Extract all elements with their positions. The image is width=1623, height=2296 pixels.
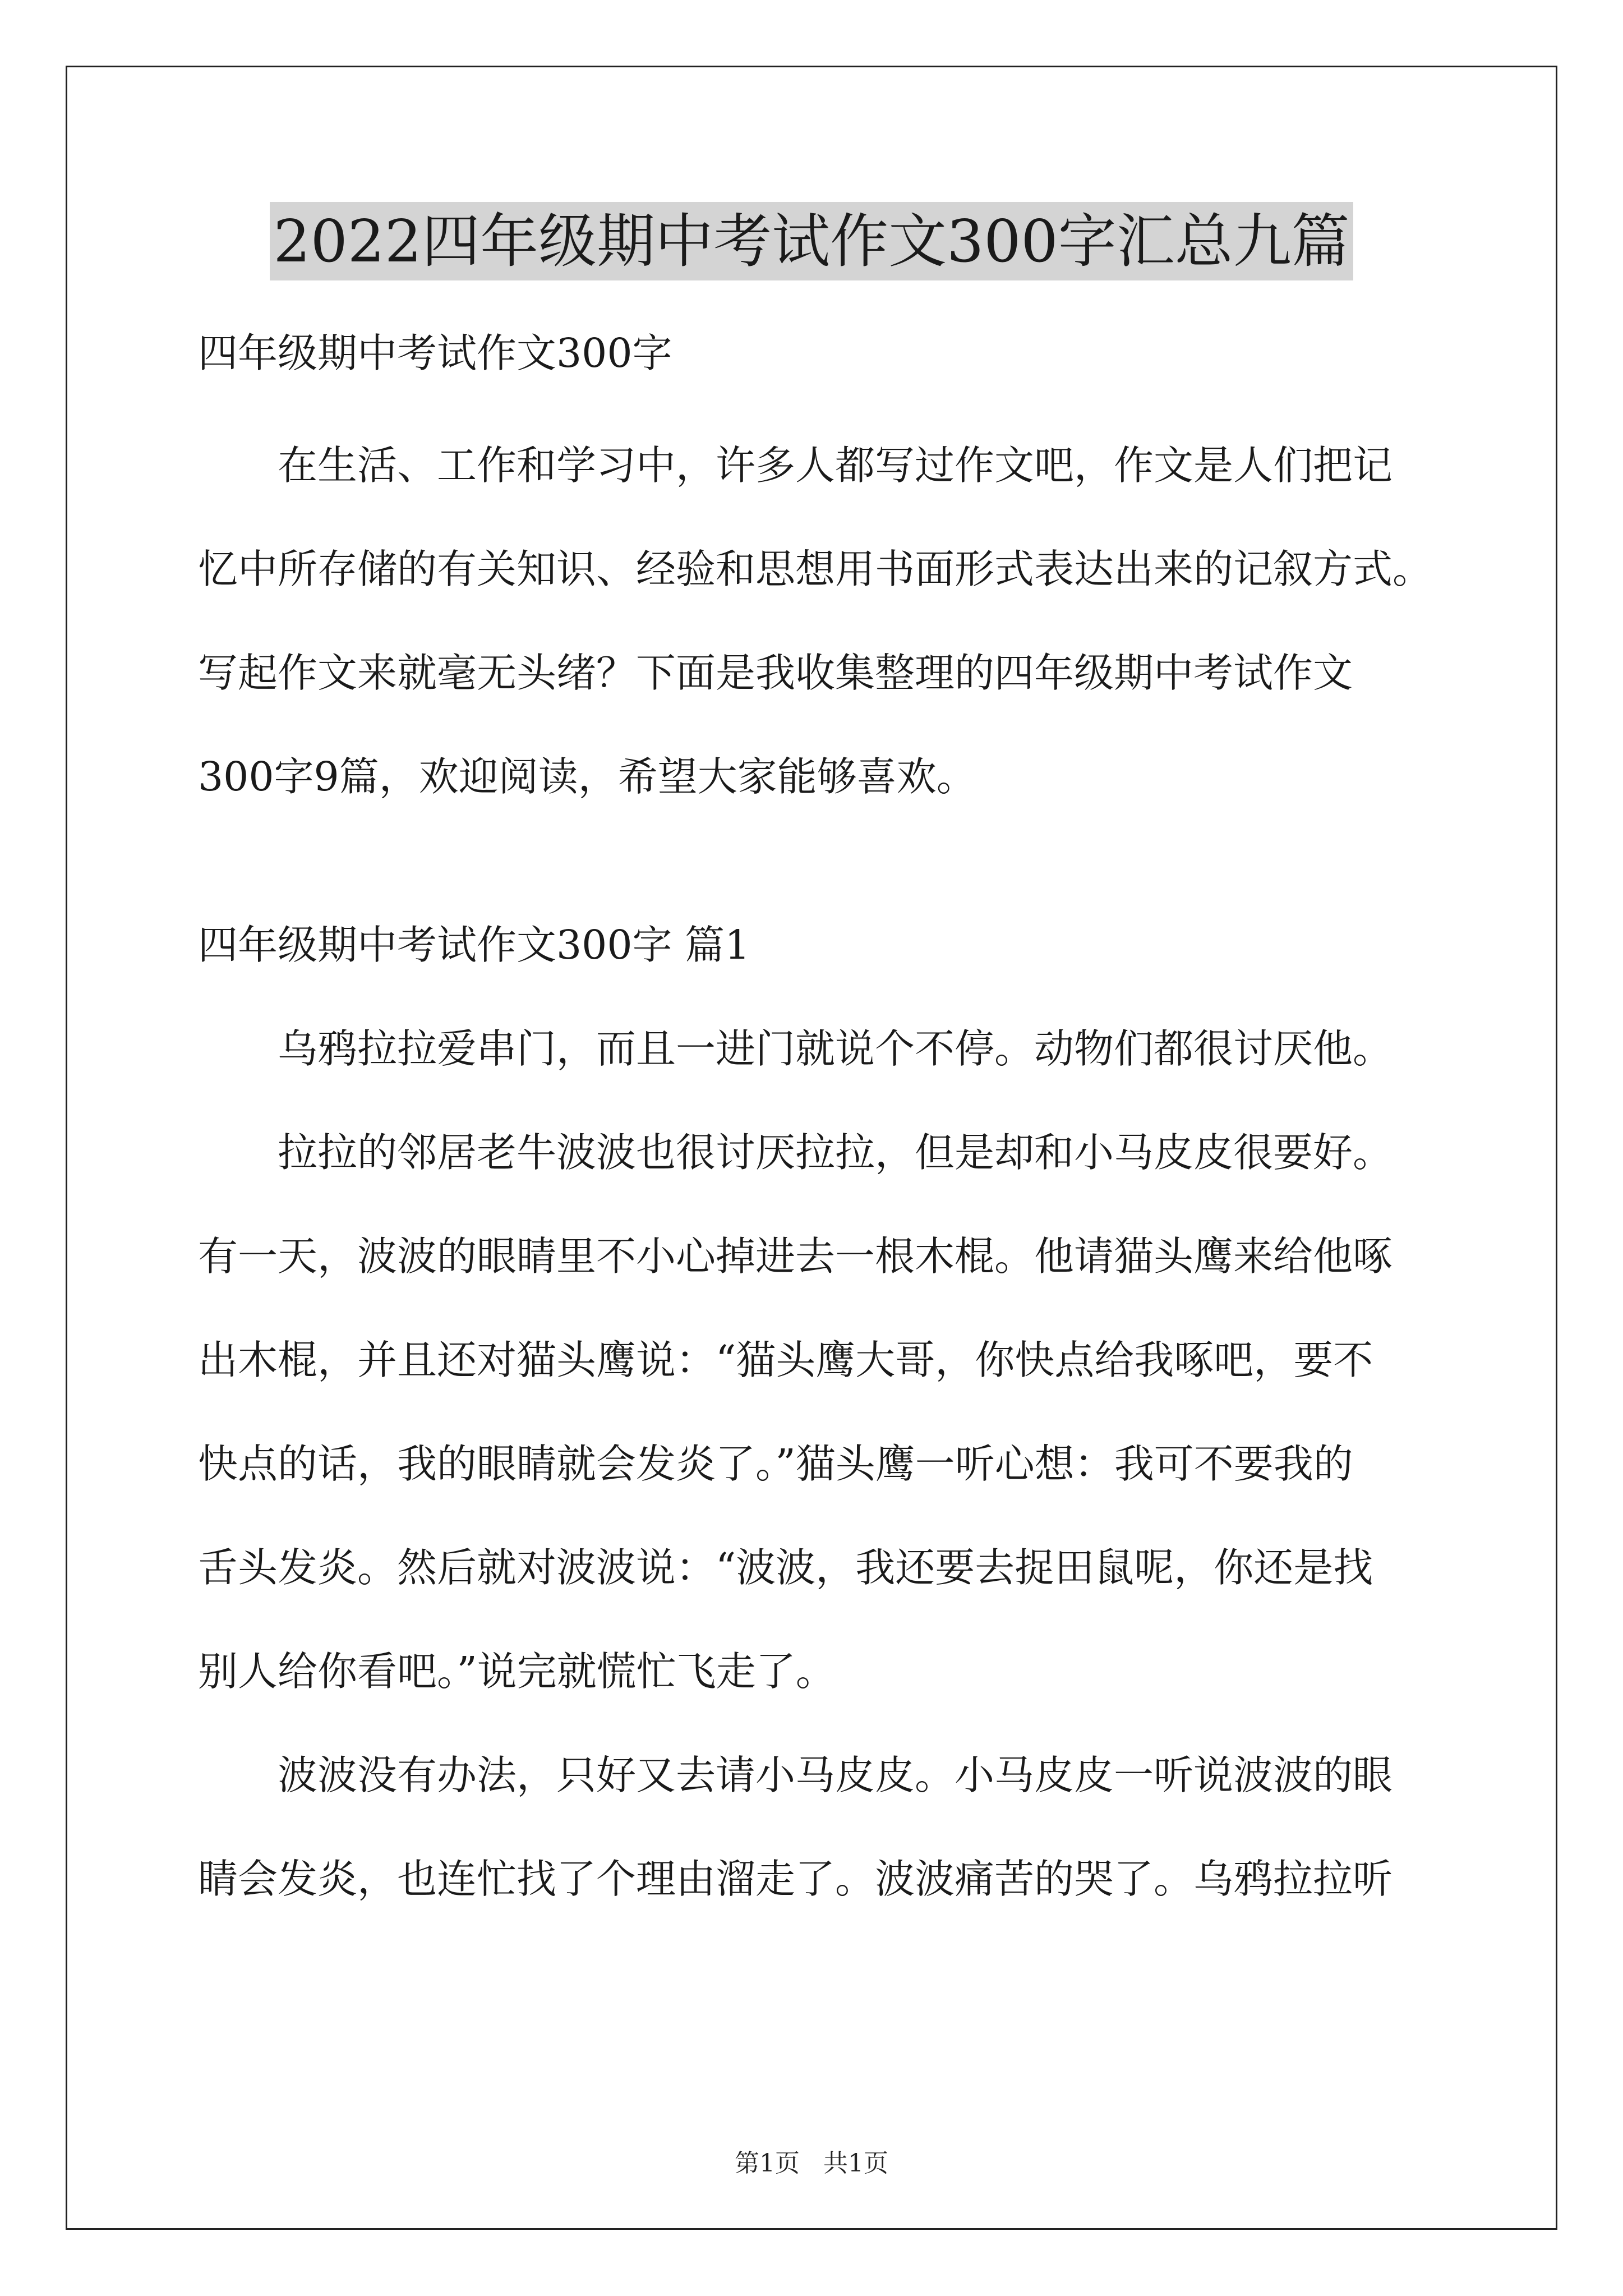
paragraph-line: 波波没有办法，只好又去请小马皮皮。小马皮皮一听说波波的眼 [198,1752,1393,1798]
paragraph-line: 别人给你看吧。”说完就慌忙飞走了。 [198,1648,836,1695]
document-title: 2022四年级期中考试作文300字汇总九篇 [270,202,1353,280]
paragraph-line: 出木棍，并且还对猫头鹰说：“猫头鹰大哥，你快点给我啄吧，要不 [198,1337,1373,1383]
paragraph-line: 300字9篇，欢迎阅读，希望大家能够喜欢。 [198,753,976,800]
page-number: 第1页 [735,2149,800,2178]
paragraph-line: 有一天，波波的眼睛里不小心掉进去一根木棍。他请猫头鹰来给他啄 [198,1233,1393,1280]
paragraph-line: 快点的话，我的眼睛就会发炎了。”猫头鹰一听心想：我可不要我的 [198,1441,1353,1487]
section-heading: 四年级期中考试作文300字 篇1 [198,922,750,968]
paragraph-line: 乌鸦拉拉爱串门，而且一进门就说个不停。动物们都很讨厌他。 [198,1025,1393,1072]
paragraph-line: 舌头发炎。然后就对波波说：“波波，我还要去捉田鼠呢，你还是找 [198,1544,1373,1591]
paragraph-line: 在生活、工作和学习中，许多人都写过作文吧，作文是人们把记 [198,442,1393,489]
page-footer [0,2143,1623,2179]
title-container [0,202,1623,280]
paragraph-line: 拉拉的邻居老牛波波也很讨厌拉拉，但是却和小马皮皮很要好。 [198,1129,1393,1176]
paragraph-line: 睛会发炎，也连忙找了个理由溜走了。波波痛苦的哭了。乌鸦拉拉听 [198,1856,1393,1902]
subheading: 四年级期中考试作文300字 [198,330,672,376]
page-total: 共1页 [823,2149,888,2178]
paragraph-line: 忆中所存储的有关知识、经验和思想用书面形式表达出来的记叙方式。 [198,546,1433,592]
paragraph-line: 写起作文来就毫无头绪？下面是我收集整理的四年级期中考试作文 [198,650,1353,696]
